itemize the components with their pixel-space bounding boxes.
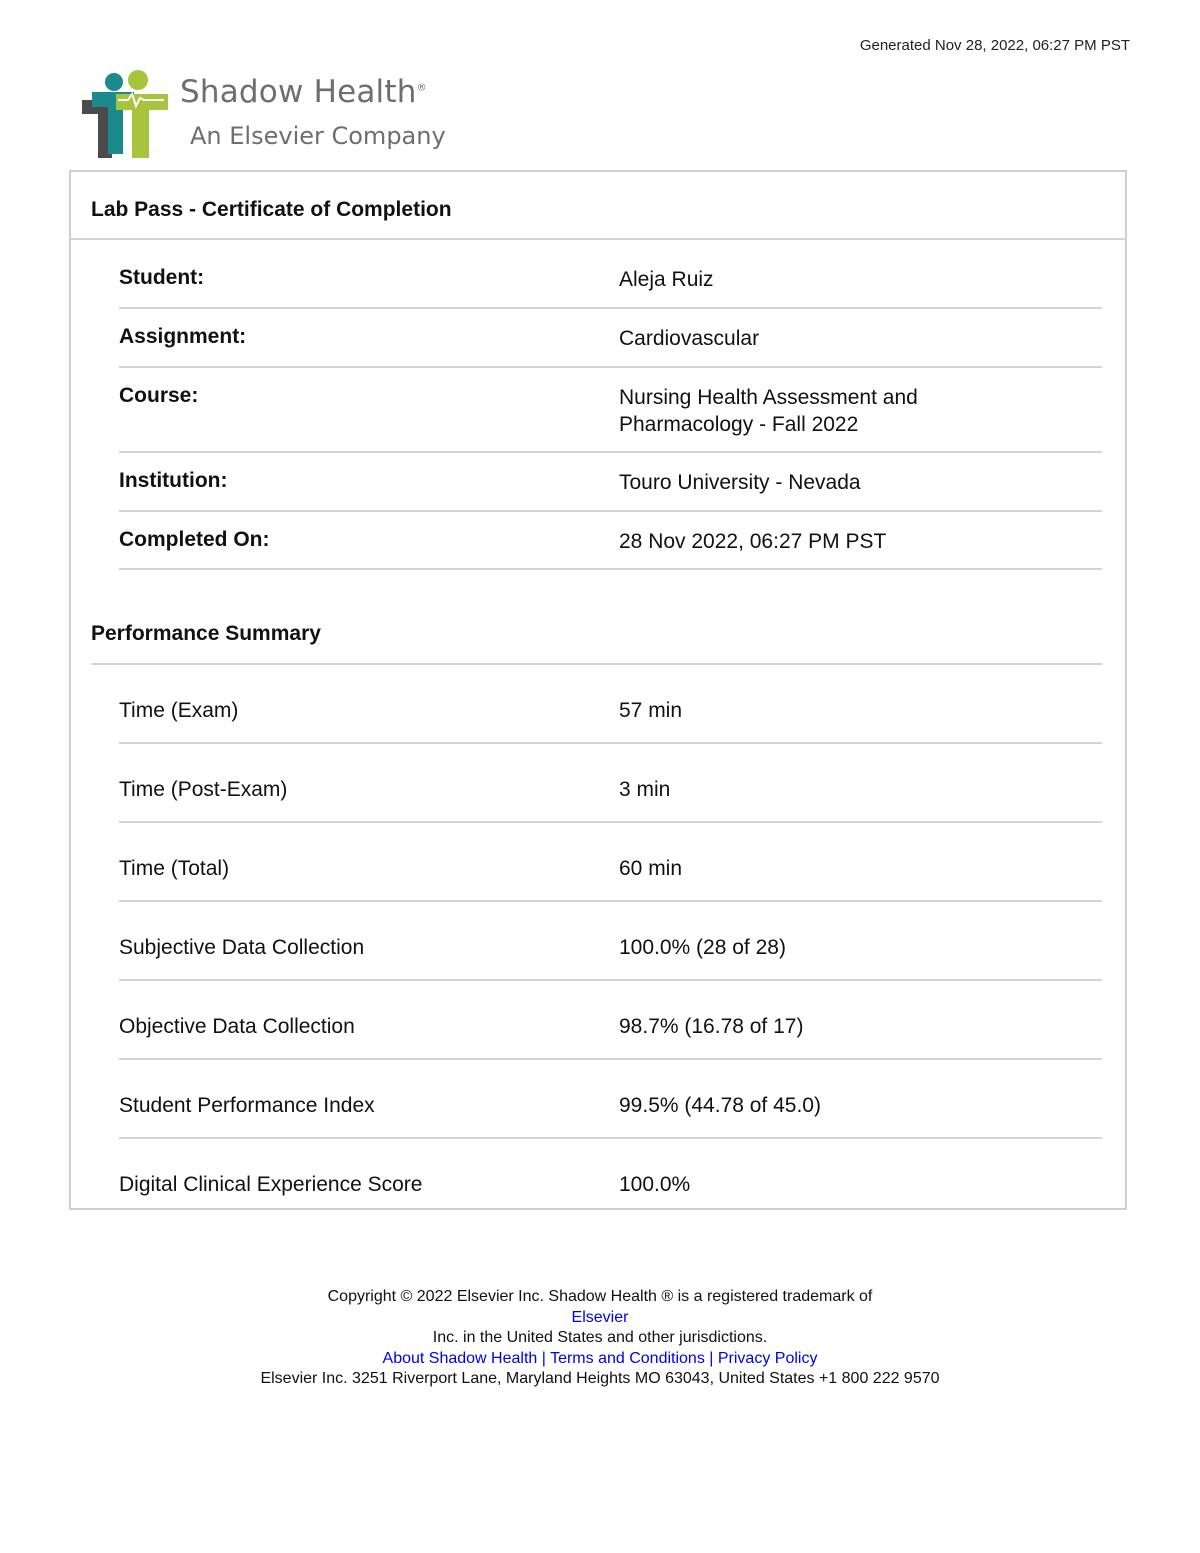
- perf-label: Subjective Data Collection: [119, 936, 365, 959]
- perf-row-dce-score: [119, 1139, 1102, 1218]
- perf-row-time-post-exam: [119, 744, 1102, 823]
- generated-timestamp: Generated Nov 28, 2022, 06:27 PM PST: [859, 37, 1130, 54]
- perf-label: Time (Post-Exam): [119, 778, 288, 801]
- link-separator: |: [704, 1349, 718, 1367]
- info-value: Cardiovascular: [619, 327, 760, 350]
- jurisdiction-text: Inc. in the United States and other jurisdictions.: [432, 1329, 768, 1346]
- footer: [0, 1287, 1200, 1390]
- perf-label: Objective Data Collection: [119, 1015, 355, 1038]
- shadow-health-logo-icon: [80, 68, 174, 162]
- copyright-text: Copyright © 2022 Elsevier Inc. Shadow Health ® is a registered trademark of: [327, 1288, 873, 1305]
- footer-links: [0, 1349, 1200, 1370]
- certificate-card: [69, 170, 1127, 1210]
- info-row-course: [119, 368, 1102, 453]
- perf-row-objective: [119, 981, 1102, 1060]
- perf-value: 98.7% (16.78 of 17): [619, 1015, 804, 1038]
- perf-value: 100.0% (28 of 28): [619, 936, 786, 959]
- info-value: Nursing Health Assessment and Pharmacology - Fall 2022: [619, 386, 918, 436]
- registered-mark: ®: [416, 82, 427, 94]
- about-shadow-health-link[interactable]: About Shadow Health: [382, 1349, 538, 1367]
- perf-label: Digital Clinical Experience Score: [119, 1173, 423, 1196]
- info-label: Assignment:: [119, 325, 247, 348]
- info-row-completed-on: [119, 512, 1102, 570]
- perf-value: 99.5% (44.78 of 45.0): [619, 1094, 821, 1117]
- perf-label: Time (Total): [119, 857, 230, 880]
- privacy-policy-link[interactable]: Privacy Policy: [717, 1349, 818, 1367]
- terms-link[interactable]: Terms and Conditions: [550, 1349, 705, 1367]
- perf-value: 3 min: [619, 778, 671, 801]
- perf-row-time-total: [119, 823, 1102, 902]
- info-row-assignment: [119, 309, 1102, 368]
- link-separator: |: [537, 1349, 551, 1367]
- perf-value: 57 min: [619, 699, 683, 722]
- perf-row-spi: [119, 1060, 1102, 1139]
- info-row-student: [119, 240, 1102, 309]
- brand-tagline: An Elsevier Company: [190, 122, 446, 150]
- shadow-health-logo: [80, 68, 460, 162]
- performance-summary-title: Performance Summary: [91, 622, 321, 645]
- perf-label: Student Performance Index: [119, 1094, 375, 1117]
- info-row-institution: [119, 453, 1102, 512]
- info-label: Course:: [119, 384, 199, 407]
- perf-value: 60 min: [619, 857, 683, 880]
- info-label: Student:: [119, 266, 205, 289]
- info-value: 28 Nov 2022, 06:27 PM PST: [619, 530, 887, 553]
- perf-value: 100.0%: [619, 1173, 691, 1196]
- info-value: Aleja Ruiz: [619, 268, 714, 291]
- perf-label: Time (Exam): [119, 699, 239, 722]
- info-label: Institution:: [119, 469, 228, 492]
- certificate-title: Lab Pass - Certificate of Completion: [71, 172, 1125, 240]
- brand-name-text: Shadow Health: [180, 74, 417, 110]
- brand-name: [180, 74, 427, 110]
- perf-row-subjective: [119, 902, 1102, 981]
- certificate-info-table: [119, 240, 1102, 570]
- performance-table: [119, 665, 1102, 1218]
- elsevier-link[interactable]: Elsevier: [571, 1308, 629, 1326]
- perf-row-time-exam: [119, 665, 1102, 744]
- address-text: Elsevier Inc. 3251 Riverport Lane, Maryland Heights MO 63043, United States +1 800 222 9570: [260, 1370, 940, 1387]
- info-label: Completed On:: [119, 528, 270, 551]
- info-value: Touro University - Nevada: [619, 471, 861, 494]
